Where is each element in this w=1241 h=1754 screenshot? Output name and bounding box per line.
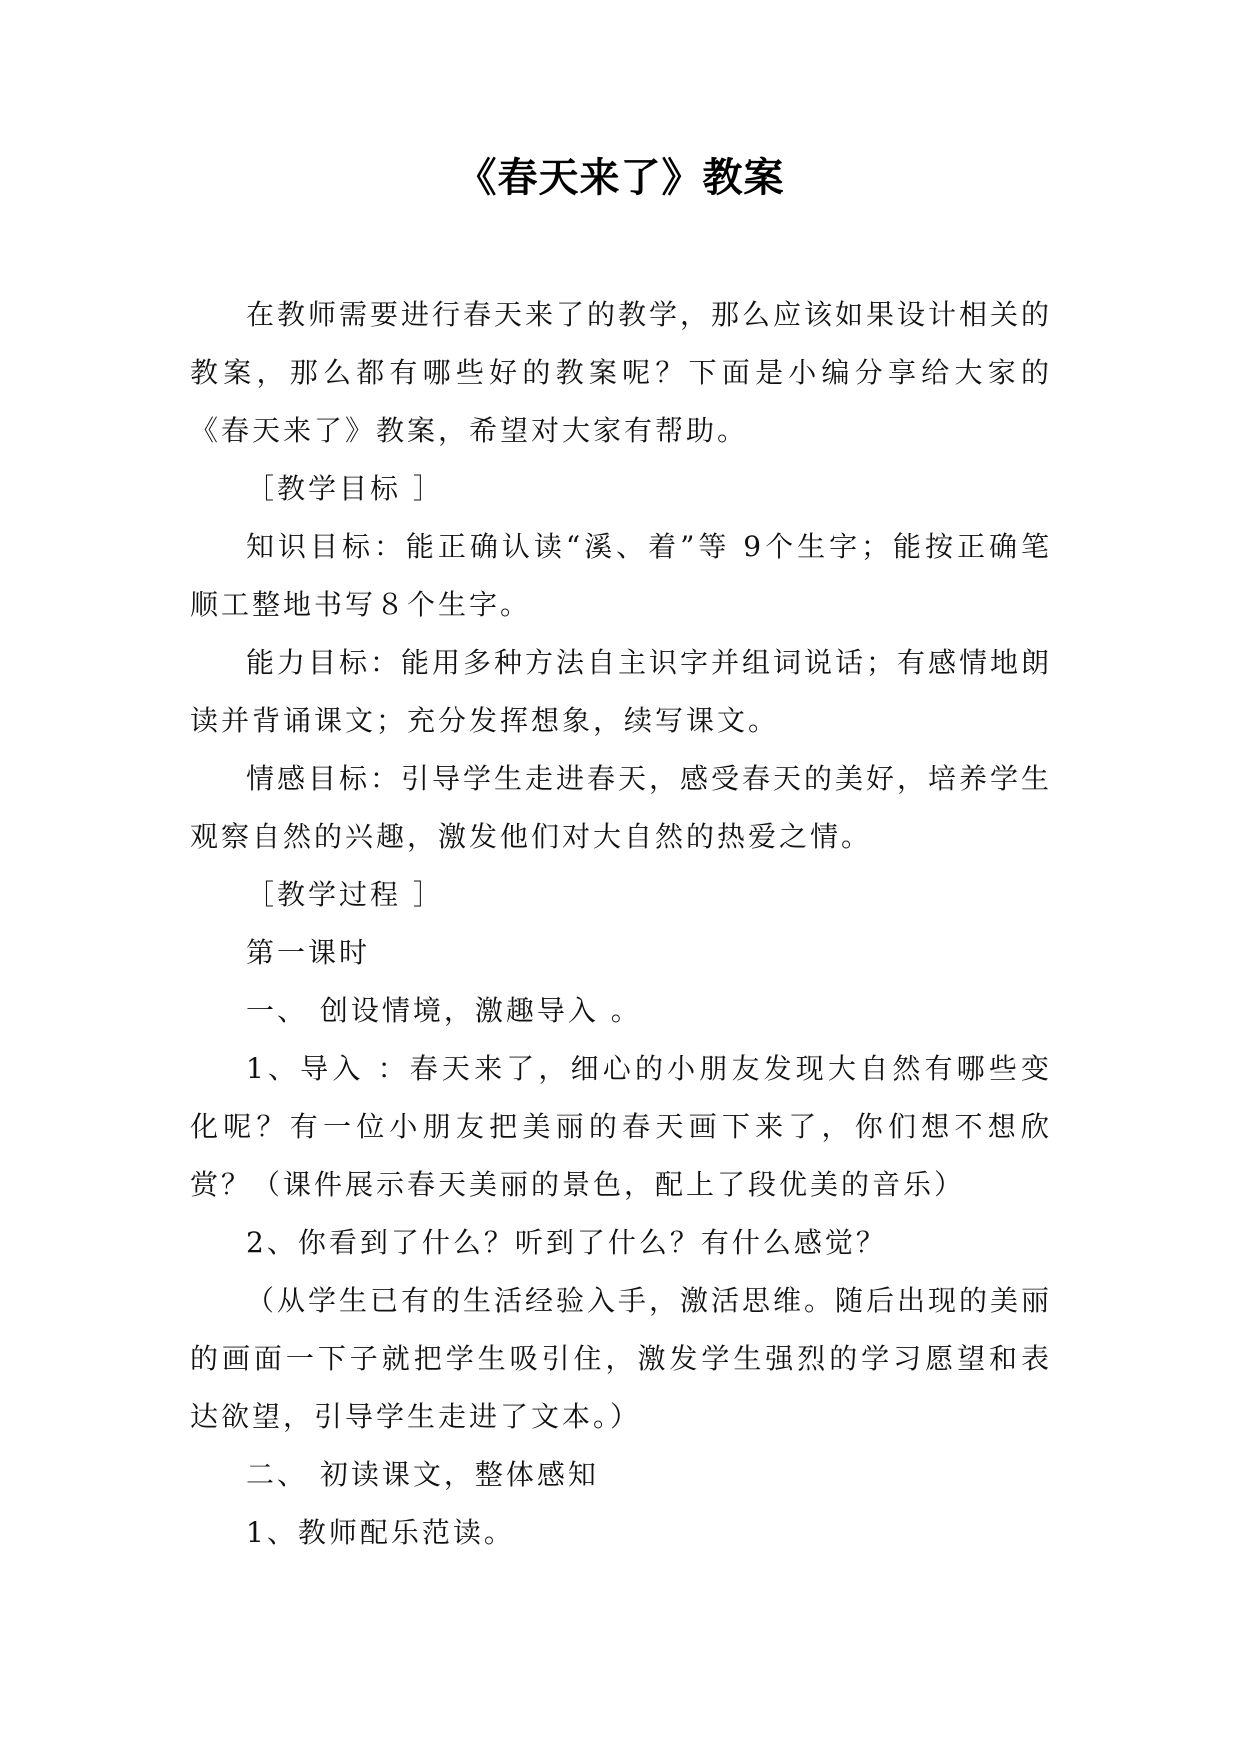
- paragraph-knowledge-objective: 知识目标：能正确认读“溪、着”等 9个生字；能按正确笔顺工整地书写８个生字。: [190, 530, 1052, 621]
- section-heading-objectives: ［教学目标 ］: [246, 472, 444, 505]
- section-heading-process: ［教学过程 ］: [246, 878, 444, 911]
- paragraph-intro: 在教师需要进行春天来了的教学，那么应该如果设计相关的教案，那么都有哪些好的教案呢？下面是小编分享给大家的《春天来了》教案，希望对大家有帮助。: [190, 298, 1053, 447]
- step-heading-2: 二、 初读课文，整体感知: [246, 1458, 599, 1491]
- paragraph-emotion-objective: 情感目标：引导学生走进春天，感受春天的美好，培养学生观察自然的兴趣，激发他们对大自然的热爱之情。: [190, 762, 1053, 853]
- step-heading-1: 一、 创设情境，激趣导入 。: [246, 994, 642, 1027]
- lesson-heading: 第一课时: [246, 936, 371, 969]
- document-body: [190, 286, 1052, 1562]
- paragraph-step-1-2: 2、你看到了什么？听到了什么？有什么感觉？: [246, 1226, 887, 1259]
- paragraph-step-2-1: 1、教师配乐范读。: [246, 1516, 515, 1549]
- paragraph-step-1-note: （从学生已有的生活经验入手，激活思维。随后出现的美丽的画面一下子就把学生吸引住，激发学生强烈的学习愿望和表达欲望，引导学生走进了文本。）: [190, 1284, 1053, 1433]
- page-title: 《春天来了》教案: [456, 155, 785, 201]
- paragraph-step-1-1: 1、导入 ：春天来了，细心的小朋友发现大自然有哪些变化呢？有一位小朋友把美丽的春天画下来了，你们想不想欣赏？（课件展示春天美丽的景色，配上了段优美的音乐）: [190, 1052, 1052, 1201]
- paragraph-ability-objective: 能力目标：能用多种方法自主识字并组词说话；有感情地朗读并背诵课文；充分发挥想象，续写课文。: [190, 646, 1053, 737]
